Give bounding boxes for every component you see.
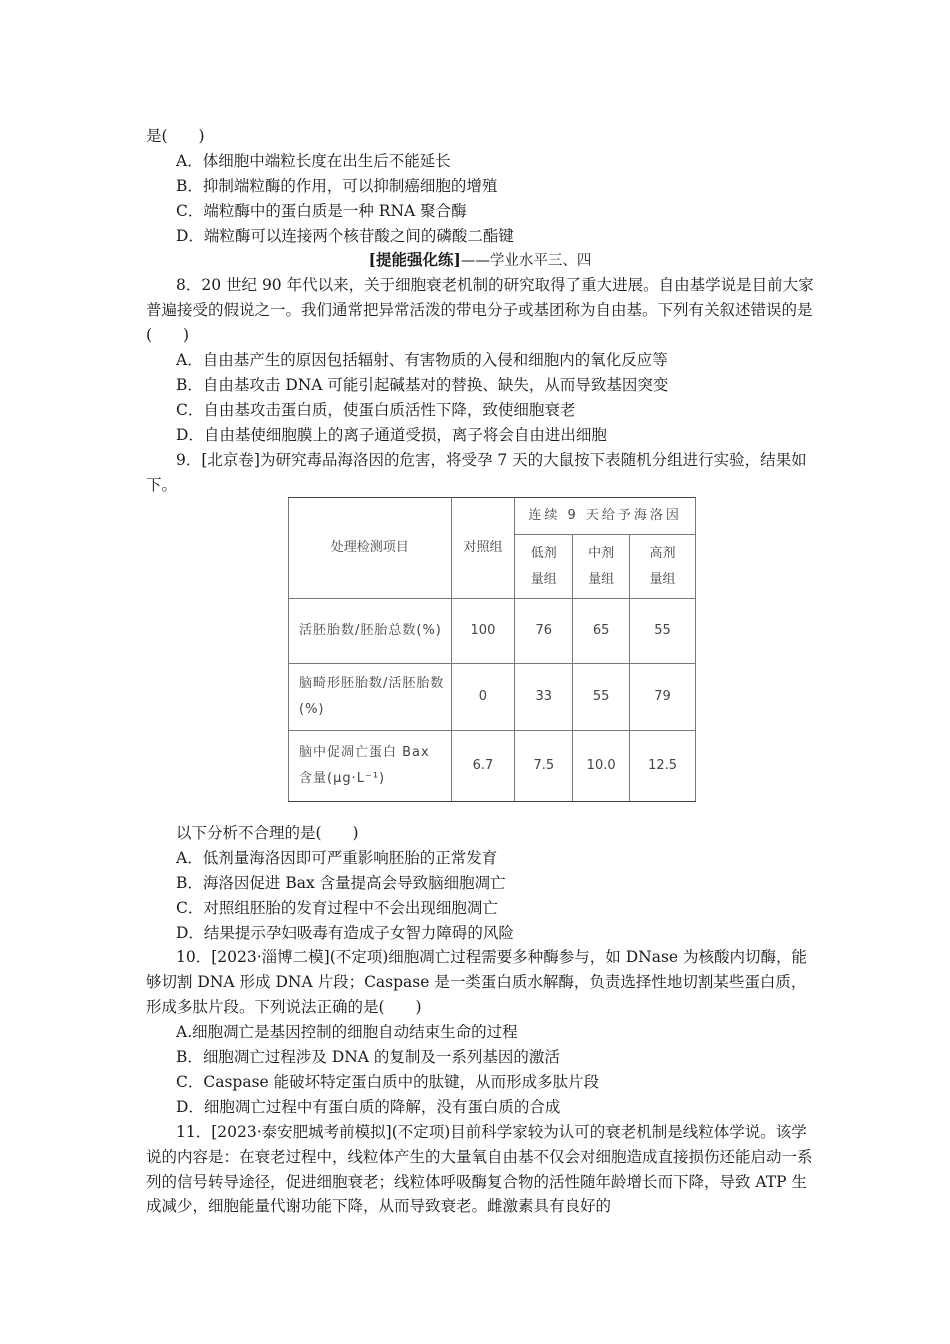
q11-stem: 11．[2023·泰安肥城考前模拟](不定项)目前科学家较为认可的衰老机制是线粒体学说。该学说的内容是：在衰老过程中，线粒体产生的大量氧自由基不仅会对细胞造成直接损伤还能启动一系列的信号转导途径，促进细胞衰老；线粒体呼吸酶复合物的活性随年龄增长而下降，导致 ATP 生成减少，细胞能量代谢功能下降，从而导致衰老。雌激素具有良好的 xyxy=(146,1122,813,1216)
experiment-table-wrapper xyxy=(288,497,696,802)
table-cell: 55 xyxy=(573,664,630,731)
table-row-label: 脑中促凋亡蛋白 Bax 含量(μg·L⁻¹) xyxy=(289,731,452,802)
q9-option-b: B．海洛因促进 Bax 含量提高会导致脑细胞凋亡 xyxy=(176,873,506,892)
section-heading-rest: ——学业水平三、四 xyxy=(460,253,592,270)
q8-stem: 8．20 世纪 90 年代以来，关于细胞衰老机制的研究取得了重大进展。自由基学说是目前大家普遍接受的假说之一。我们通常把异常活泼的带电分子或基团称为自由基。下列有关叙述错误的是( ) xyxy=(146,276,814,345)
table-cell: 7.5 xyxy=(515,731,573,802)
q8-option-a: A．自由基产生的原因包括辐射、有害物质的入侵和细胞内的氧化反应等 xyxy=(176,351,668,370)
table-cell: 79 xyxy=(630,664,696,731)
lower-text-block xyxy=(146,821,814,1219)
table-cell: 0 xyxy=(451,664,515,731)
q10-option-d: D．细胞凋亡过程中有蛋白质的降解，没有蛋白质的合成 xyxy=(176,1097,561,1116)
table-corner-header: 处理检测项目 xyxy=(289,498,452,599)
q7-option-d: D．端粒酶可以连接两个核苷酸之间的磷酸二酯键 xyxy=(176,226,514,245)
q9-ask: 以下分析不合理的是( ) xyxy=(176,824,359,842)
q8-option-b: B．自由基攻击 DNA 可能引起碱基对的替换、缺失，从而导致基因突变 xyxy=(176,375,669,394)
q9-option-a: A．低剂量海洛因即可严重影响胚胎的正常发育 xyxy=(176,848,498,867)
table-subheader-low: 低剂量组 xyxy=(515,535,573,599)
experiment-table xyxy=(288,497,696,802)
table-group-header: 连续 9 天给予海洛因 xyxy=(515,498,696,535)
q7-option-a: A．体细胞中端粒长度在出生后不能延长 xyxy=(176,151,451,170)
q10-option-a: A.细胞凋亡是基因控制的细胞自动结束生命的过程 xyxy=(176,1023,518,1042)
table-cell: 12.5 xyxy=(630,731,696,802)
table-cell: 6.7 xyxy=(451,731,515,802)
upper-text-block xyxy=(146,124,814,497)
q7-tail: 是( ) xyxy=(146,127,205,145)
q10-option-b: B．细胞凋亡过程涉及 DNA 的复制及一系列基因的激活 xyxy=(176,1048,560,1067)
q9-option-d: D．结果提示孕妇吸毒有造成子女智力障碍的风险 xyxy=(176,923,514,942)
table-cell: 65 xyxy=(573,599,630,664)
table-row-label: 脑畸形胚胎数/活胚胎数(%) xyxy=(289,664,452,731)
table-subheader-mid: 中剂量组 xyxy=(573,535,630,599)
q7-option-c: C．端粒酶中的蛋白质是一种 RNA 聚合酶 xyxy=(176,201,467,220)
table-cell: 100 xyxy=(451,599,515,664)
q8-option-d: D．自由基使细胞膜上的离子通道受损，离子将会自由进出细胞 xyxy=(176,425,607,444)
table-cell: 33 xyxy=(515,664,573,731)
q8-option-c: C．自由基攻击蛋白质，使蛋白质活性下降，致使细胞衰老 xyxy=(176,400,576,419)
section-heading-bold: [提能强化练] xyxy=(368,250,461,270)
q9-stem: 9．[北京卷]为研究毒品海洛因的危害，将受孕 7 天的大鼠按下表随机分组进行实验，结果如下。 xyxy=(146,450,807,494)
q7-option-b: B．抑制端粒酶的作用，可以抑制癌细胞的增殖 xyxy=(176,176,498,195)
q10-option-c: C．Caspase 能破坏特定蛋白质中的肽键，从而形成多肽片段 xyxy=(176,1072,600,1091)
q9-option-c: C．对照组胚胎的发育过程中不会出现细胞凋亡 xyxy=(176,898,498,917)
table-cell: 10.0 xyxy=(573,731,630,802)
table-row-label: 活胚胎数/胚胎总数(%) xyxy=(289,599,452,664)
table-cell: 55 xyxy=(630,599,696,664)
section-heading xyxy=(146,248,814,273)
table-control-header: 对照组 xyxy=(451,498,515,599)
table-cell: 76 xyxy=(515,599,573,664)
table-subheader-high: 高剂量组 xyxy=(630,535,696,599)
q10-stem: 10．[2023·淄博二模](不定项)细胞凋亡过程需要多种酶参与，如 DNase 为核酸内切酶，能够切割 DNA 形成 DNA 片段；Caspase 是一类蛋白质水解酶，负责选择性地切割某些蛋白质，形成多肽片段。下列说法正确的是( ) xyxy=(146,948,807,1017)
